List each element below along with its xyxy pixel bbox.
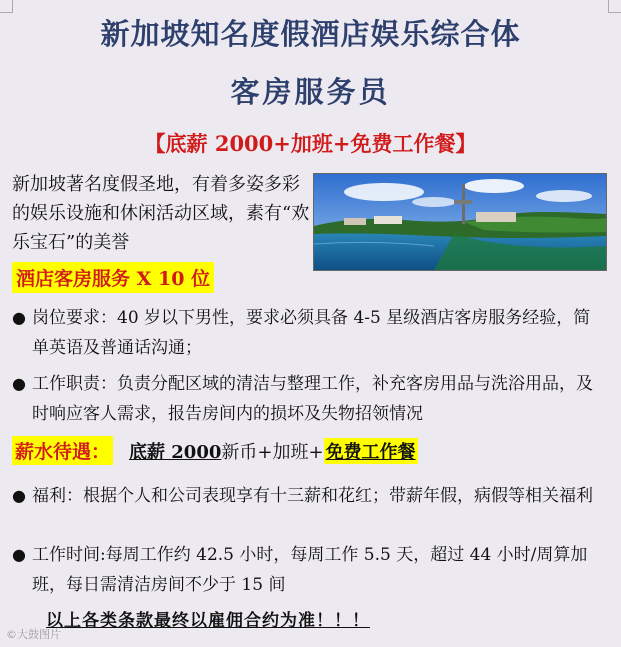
list-item-requirements [12, 303, 607, 363]
hotel-section-title: 酒店客房服务 X 10 位 [12, 262, 214, 293]
requirements-text: 岗位要求：40 岁以下男性，要求必须具备 4-5 星级酒店客房服务经验，简单英语及普通话沟通； [32, 308, 591, 358]
bullet-dot-icon: ● [12, 545, 26, 564]
page-title: 新加坡知名度假酒店娱乐综合体 [100, 17, 521, 51]
list-item-duties [12, 369, 607, 429]
resort-island-image [314, 174, 606, 270]
footer-note: 以上各类条款最终以雇佣合约为准！！！ [46, 611, 370, 631]
salary-row [12, 436, 418, 465]
list-item-hours [12, 540, 607, 600]
list-item-benefits [12, 481, 607, 511]
benefits-text: 福利：根据个人和公司表现享有十三薪和花红；带薪年假，病假等相关福利 [32, 486, 593, 506]
bullet-dot-icon: ● [12, 374, 26, 393]
salary-free-meal: 免费工作餐 [324, 438, 418, 464]
job-title: 客房服务员 [230, 75, 391, 109]
duties-text: 工作职责：负责分配区域的清洁与整理工作，补充客房用品与洗浴用品，及时响应客人需求，报告房间内的损坏及失物招领情况 [32, 374, 593, 424]
salary-base: 底薪 2000 [129, 441, 222, 463]
salary-headline: 【底薪 2000+加班+免费工作餐】 [144, 131, 477, 156]
hours-text: 工作时间:每周工作约 42.5 小时，每周工作 5.5 天，超过 44 小时/周算加班，每日需清洁房间不少于 15 间 [32, 545, 588, 595]
watermark: ©大鼓图片 [6, 628, 61, 641]
resort-photo [313, 173, 607, 271]
bullet-dot-icon: ● [12, 486, 26, 505]
intro-text: 新加坡著名度假圣地，有着多姿多彩的娱乐设施和休闲活动区域，素有“欢乐宝石”的美誉 [12, 174, 310, 253]
bullet-dot-icon: ● [12, 308, 26, 327]
salary-label: 薪水待遇： [12, 436, 113, 465]
salary-mid: 新币+加班+ [221, 441, 324, 463]
